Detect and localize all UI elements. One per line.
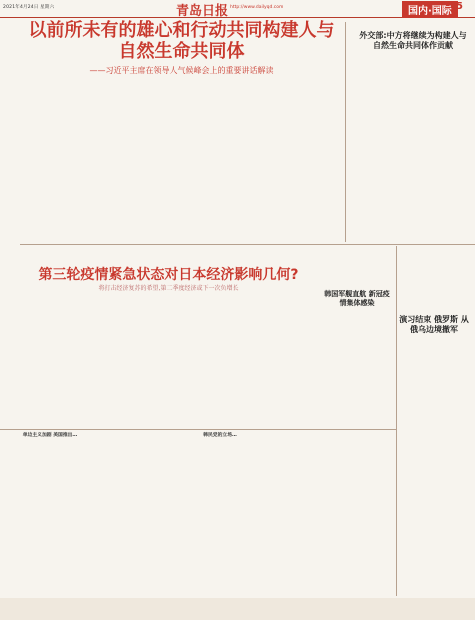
japan-subheadline: 将打击经济复苏的希望,第二季度经济或下一次负增长 xyxy=(98,285,239,292)
lead-body-col-4 xyxy=(210,87,267,240)
korea-box-headline: 韩国军舰直航 新冠疫情集体感染 xyxy=(324,290,390,307)
masthead-bar xyxy=(0,0,475,18)
right-column-divider xyxy=(396,246,397,596)
side-headline: 外交部:中方将继续为构建人与自然生命共同体作贡献 xyxy=(359,31,467,50)
lower-mid-headline: 韩民党的立场… xyxy=(203,433,237,438)
footer-area xyxy=(0,598,475,620)
newspaper-name: 青岛日报 xyxy=(176,4,229,19)
issue-date: 2021年4月24日 星期六 xyxy=(3,5,55,10)
japan-headline: 第三轮疫情紧急状态对日本经济影响几何? xyxy=(38,267,299,283)
lower-section-divider xyxy=(0,429,396,430)
lead-headline: 以前所未有的雄心和行动共同构建人与自然生命共同体 xyxy=(28,20,335,62)
website: http://www.dailyqd.com xyxy=(230,5,284,10)
lead-body-col-3 xyxy=(149,87,206,240)
side-body xyxy=(357,60,469,236)
lower-left-headline: 单边主义加剧 美国推出… xyxy=(22,433,78,438)
lead-body-col-2 xyxy=(88,87,145,240)
lead-body-col-5 xyxy=(271,87,328,240)
section-tag: 国内·国际 xyxy=(402,1,458,18)
russia-box-headline: 演习结束 俄罗斯 从俄乌边境撤军 xyxy=(399,315,469,334)
page-number: 5 xyxy=(456,1,463,12)
lead-subheadline: ——习近平主席在领导人气候峰会上的重要讲话解读 xyxy=(89,66,274,75)
section-divider xyxy=(20,244,475,245)
lead-body-col-1 xyxy=(27,87,84,240)
column-divider xyxy=(345,22,346,242)
